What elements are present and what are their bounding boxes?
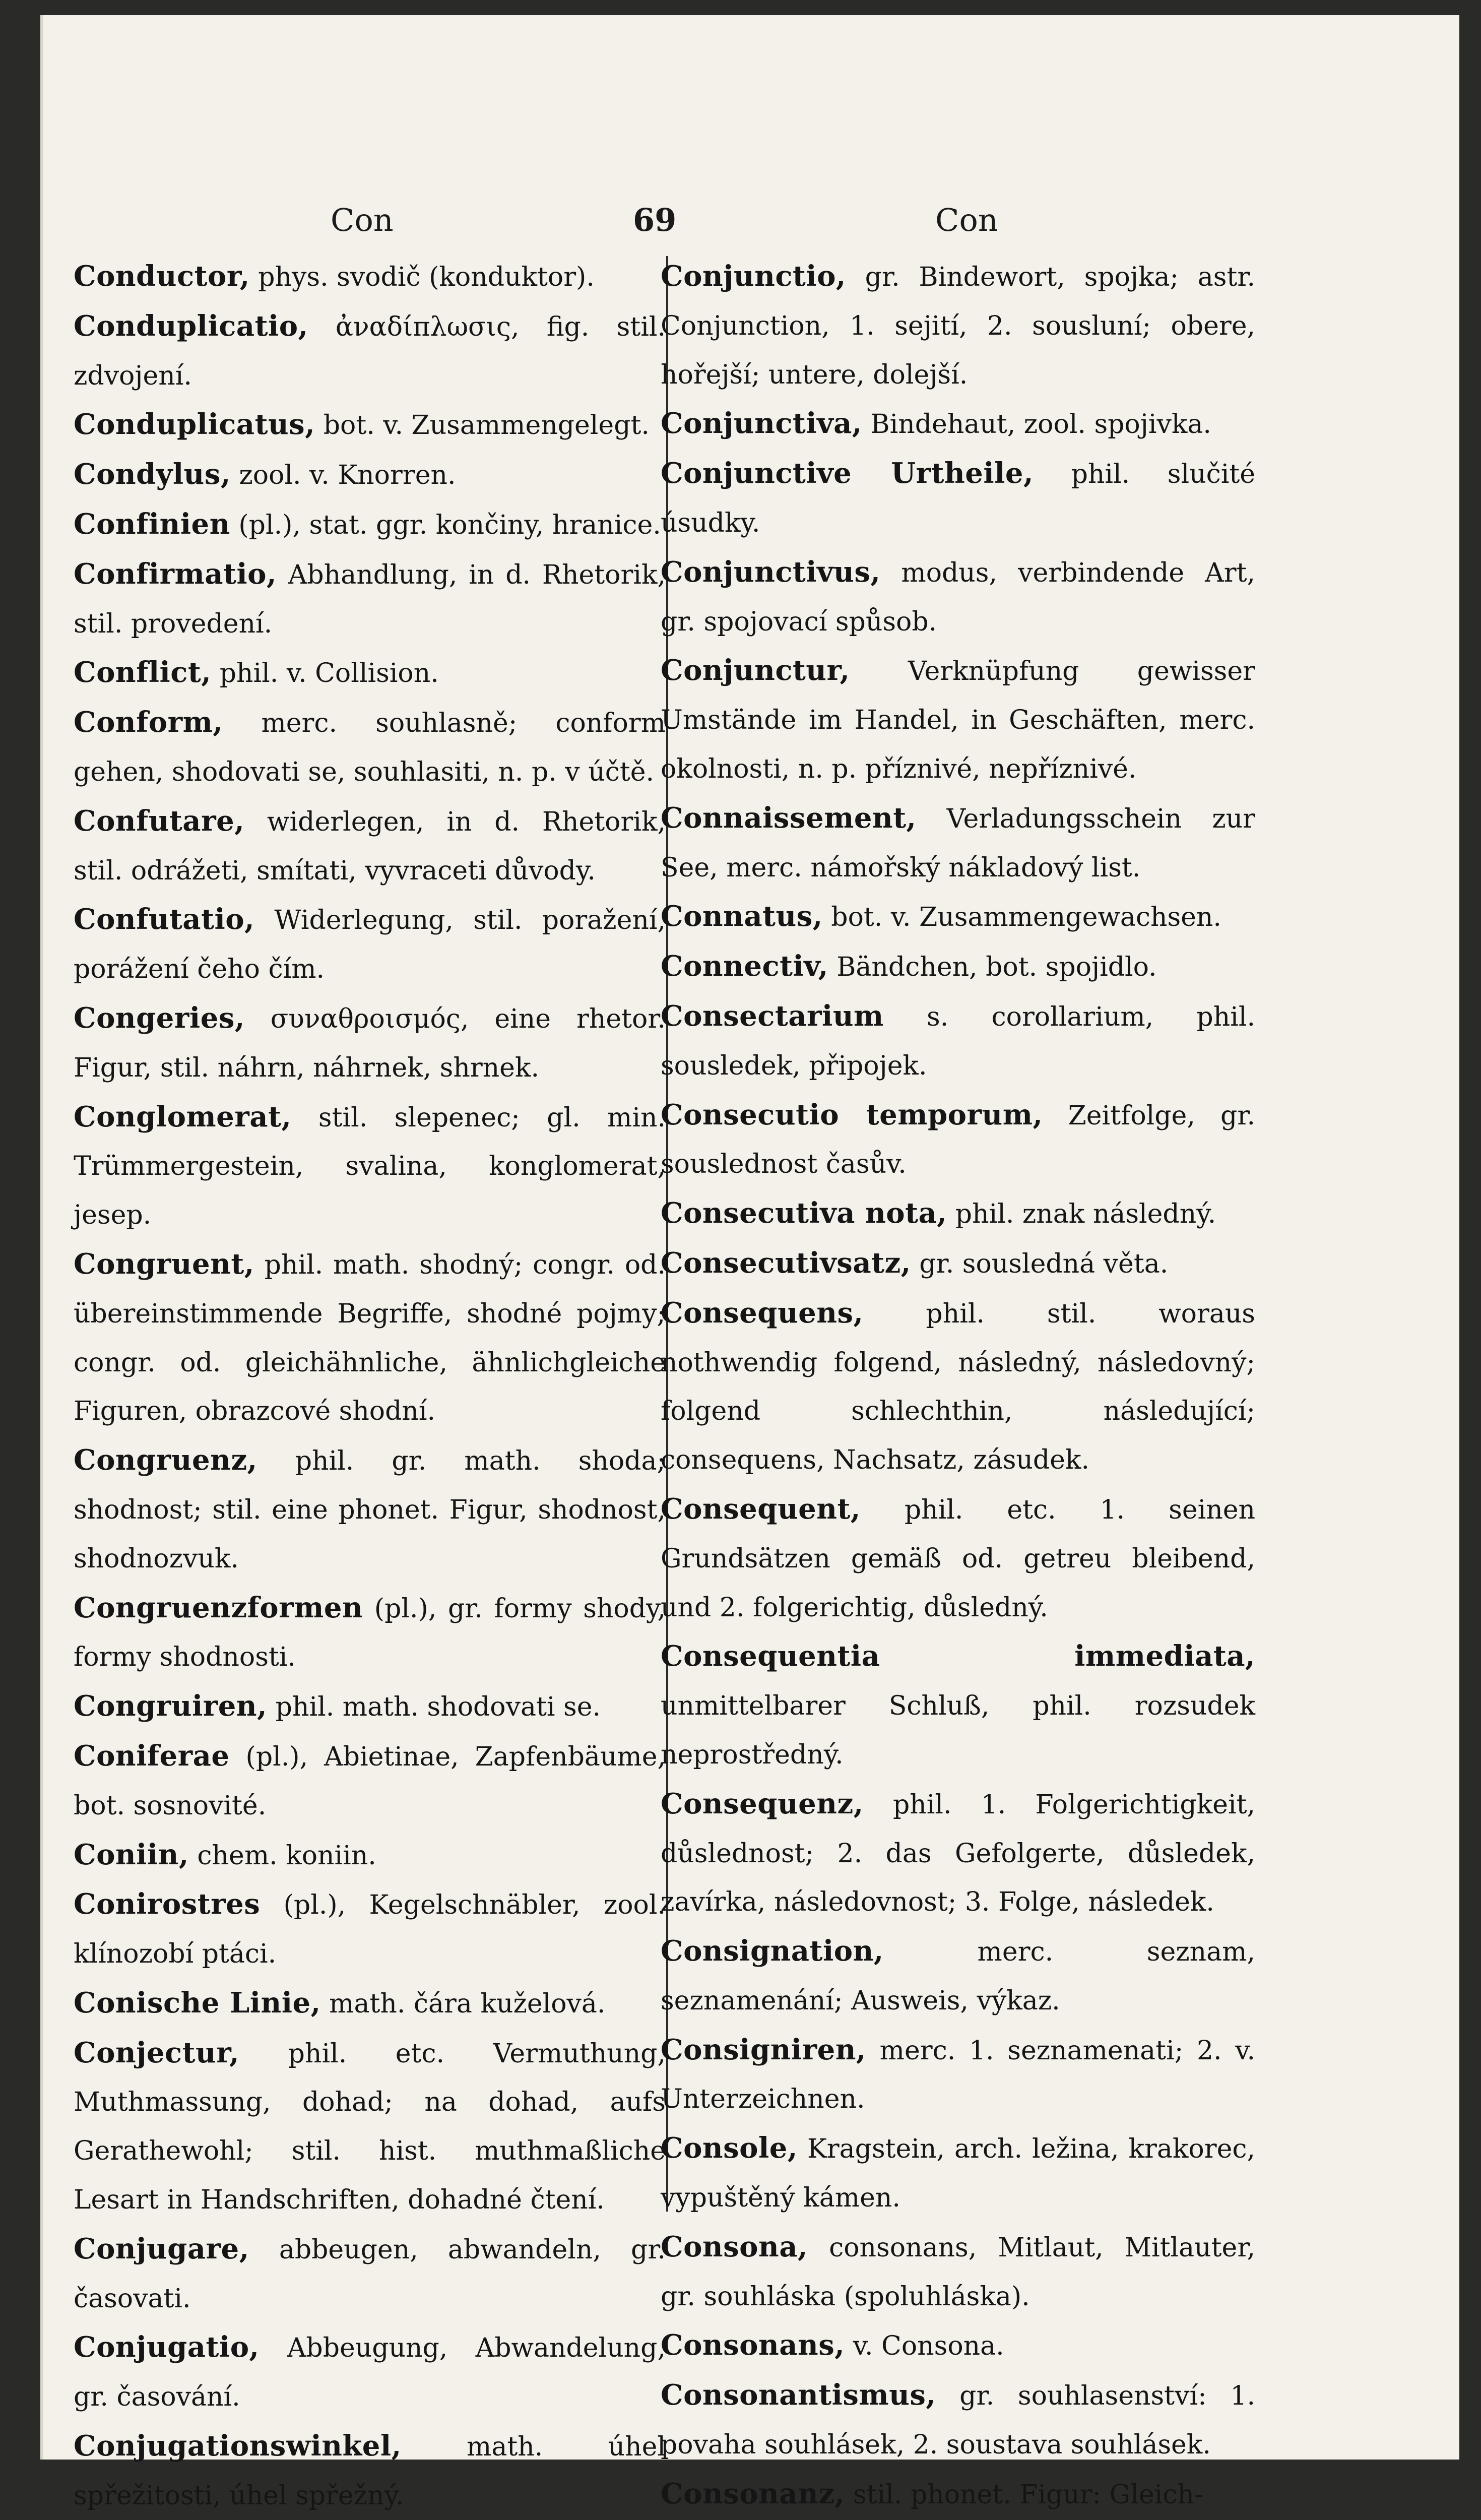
running-head-left: Con (331, 202, 394, 238)
entry (661, 2026, 1255, 2124)
entry (74, 1240, 666, 1436)
entry-headword: Consecutio temporum, (661, 1098, 1043, 1131)
running-head-right: Con (935, 202, 998, 238)
entry-headword: Conglomerat, (74, 1100, 292, 1133)
entry-definition: math. úhel spřežitosti, úhel spřežný. (74, 2432, 666, 2511)
entry-headword: Consigniren, (661, 2033, 866, 2066)
entry (74, 1831, 666, 1880)
entry (661, 646, 1255, 793)
entry-definition: phil. v. Collision. (211, 658, 439, 689)
entry (661, 548, 1255, 647)
entry (74, 1682, 666, 1732)
entry-headword: Conjunctivus, (661, 555, 881, 589)
entry-headword: Conflict, (74, 656, 212, 689)
entry-definition: phil. math. shodovati se. (267, 1692, 601, 1723)
entry-definition: phil. etc. Vermuthung, Muthmassung, dohad; na dohad, aufs Gerathewohl; stil. hist. muthmaßliche Lesart in Handschriften, dohadné čtení. (74, 2038, 666, 2216)
entry (74, 2029, 666, 2225)
entry-definition: συναθροισμός, eine rhetor. Figur, stil. náhrn, náhrnek, shrnek. (74, 1003, 666, 1083)
entry (661, 1189, 1255, 1239)
entry-definition: (pl.), stat. ggr. končiny, hranice. (230, 510, 661, 540)
entry (74, 1732, 666, 1831)
entry (74, 698, 666, 797)
entry (74, 550, 666, 649)
entry-definition: phil. etc. 1. seinen Grundsätzen gemäß od. getreu bleibend, und 2. folgerichtig, důsledný. (661, 1494, 1255, 1623)
entry-headword: Consonanz, (661, 2477, 845, 2510)
entry-definition: phil. slučité úsudky. (661, 459, 1255, 538)
entry (74, 1584, 666, 1682)
right-column (661, 252, 1255, 2519)
entry-headword: Consectarium (661, 999, 884, 1033)
entry (74, 648, 666, 698)
entry (74, 500, 666, 550)
entry-definition: bot. v. Zusammengelegt. (315, 410, 650, 441)
running-head (43, 202, 1459, 247)
entry-definition: abbeugen, abwandeln, gr. časovati. (74, 2234, 666, 2314)
entry-headword: Confirmatio, (74, 557, 277, 591)
entry-definition: Bindehaut, zool. spojivka. (862, 409, 1211, 440)
entry-headword: Conduplicatio, (74, 309, 308, 343)
entry-headword: Conjugatio, (74, 2330, 260, 2364)
entry (661, 2321, 1255, 2371)
page-number: 69 (633, 202, 677, 238)
entry-definition: phil. math. shodný; congr. od. übereinstimmende Begriffe, shodné pojmy; congr. od. gleichähnliche, ähnlichgleiche Figuren, obrazcové shodní. (74, 1249, 666, 1427)
entry-headword: Consonans, (661, 2328, 845, 2362)
entry (661, 252, 1255, 399)
entry (74, 2225, 666, 2323)
entry-headword: Conjunctur, (661, 654, 850, 687)
entry-headword: Conjunctio, (661, 260, 846, 293)
entry (661, 449, 1255, 548)
entry (74, 1436, 666, 1583)
entry-definition: s. corollarium, phil. sousledek, připojek. (661, 1001, 1255, 1081)
entry-definition: unmittelbarer Schluß, phil. rozsudek neprostředný. (661, 1691, 1255, 1770)
entry (74, 450, 666, 500)
entry-headword: Consequentia immediata, (661, 1640, 1255, 1673)
entry-definition: (pl.), Abietinae, Zapfenbäume, bot. sosnovité. (74, 1741, 666, 1821)
entry-definition: Verknüpfung gewisser Umstände im Handel, in Geschäften, merc. okolnosti, n. p. příznivé, nepříznivé. (661, 656, 1255, 784)
entry (661, 1632, 1255, 1779)
entry-definition: phys. svodič (konduktor). (249, 262, 595, 292)
entry-definition: Widerlegung, stil. poražení, porážení čeho čím. (74, 905, 666, 985)
entry-headword: Congruenzformen (74, 1591, 363, 1624)
entry (74, 400, 666, 450)
entry-definition: gr. souhlasenství: 1. povaha souhlásek, 2. soustava souhlásek. (661, 2381, 1255, 2461)
entry (661, 399, 1255, 449)
entry-headword: Conjunctiva, (661, 407, 862, 440)
entry-definition: Verladungsschein zur See, merc. námořský nákladový list. (661, 803, 1255, 883)
entry-headword: Confutatio, (74, 903, 255, 936)
entry-definition: bot. v. Zusammengewachsen. (822, 902, 1221, 933)
entry-headword: Conform, (74, 706, 223, 739)
entry-definition: (pl.), gr. formy shody, formy shodnosti. (74, 1593, 666, 1673)
entry-definition: merc. seznam, seznamenání; Ausweis, výkaz. (661, 1937, 1255, 2016)
entry-headword: Connatus, (661, 900, 823, 933)
entry (661, 1485, 1255, 1632)
entry-headword: Conjectur, (74, 2036, 240, 2069)
entry (661, 1927, 1255, 2026)
entry (74, 2422, 666, 2520)
entry (74, 2323, 666, 2422)
entry (661, 1289, 1255, 1485)
entry-definition: Abbeugung, Abwandelung, gr. časování. (74, 2333, 666, 2413)
entry-definition: merc. souhlasně; conform gehen, shodovati se, souhlasiti, n. p. v účtě. (74, 708, 666, 787)
entry-definition: consonans, Mitlaut, Mitlauter, gr. souhláska (spoluhláska). (661, 2232, 1255, 2312)
entry-definition: Bändchen, bot. spojidlo. (828, 952, 1157, 983)
entry (661, 892, 1255, 942)
entry-headword: Conische Linie, (74, 1986, 321, 2020)
entry-definition: phil. 1. Folgerichtigkeit, důslednost; 2. das Gefolgerte, důsledek, zavírka, následovnost; 3. Folge, následek. (661, 1789, 1255, 1918)
entry-headword: Consignation, (661, 1934, 884, 1968)
dictionary-page (40, 15, 1459, 2511)
entry-definition: Abhandlung, in d. Rhetorik, stil. provedení. (74, 559, 666, 639)
entry-headword: Conduplicatus, (74, 408, 315, 442)
entry-headword: Confinien (74, 507, 230, 541)
entry-definition: gr. sousledná věta. (911, 1248, 1169, 1279)
entry-headword: Condylus, (74, 458, 231, 491)
entry-definition: phil. stil. woraus nothwendig folgend, následný, následovný; folgend schlechthin, následující; consequens, Nachsatz, zásudek. (661, 1298, 1255, 1476)
entry-headword: Conductor, (74, 260, 250, 293)
entry (661, 1239, 1255, 1289)
entry-headword: Confutare, (74, 804, 245, 838)
entry-definition: Kragstein, arch. ležina, krakorec, vypuštěný kámen. (661, 2134, 1255, 2214)
entry (74, 252, 666, 302)
entry-headword: Conirostres (74, 1887, 261, 1921)
entry-definition: v. Consona. (845, 2331, 1004, 2362)
entry (74, 895, 666, 994)
left-column (74, 252, 666, 2520)
entry-headword: Coniferae (74, 1739, 230, 1773)
entry-definition: modus, verbindende Art, gr. spojovací spůsob. (661, 557, 1255, 637)
entry-definition: ἀναδίπλωσις, fig. stil. zdvojení. (74, 311, 666, 391)
entry-headword: Conjugationswinkel, (74, 2429, 402, 2463)
entry (74, 1979, 666, 2029)
entry-definition: (pl.), Kegelschnäbler, zool. klínozobí ptáci. (74, 1890, 666, 1970)
entry-headword: Congruenz, (74, 1443, 257, 1477)
entry-headword: Conjugare, (74, 2232, 249, 2265)
entry-definition: stil. phonet. Figur: Gleich- (845, 2479, 1203, 2510)
entry (74, 302, 666, 401)
entry (661, 992, 1255, 1091)
entry (661, 1780, 1255, 1927)
entry-headword: Consecutivsatz, (661, 1246, 911, 1280)
entry-definition: widerlegen, in d. Rhetorik, stil. odrážeti, smítati, vyvraceti důvody. (74, 806, 666, 886)
entry-headword: Conjunctive Urtheile, (661, 457, 1034, 490)
entry (74, 797, 666, 896)
entry (661, 942, 1255, 992)
entry-headword: Congruiren, (74, 1689, 268, 1723)
entry-definition: Zeitfolge, gr. souslednost časův. (661, 1100, 1255, 1180)
entry (661, 2470, 1255, 2519)
entry-headword: Consecutiva nota, (661, 1196, 947, 1230)
entry-definition: phil. gr. math. shoda; shodnost; stil. eine phonet. Figur, shodnost, shodnozvuk. (74, 1446, 666, 1574)
entry-definition: zool. v. Knorren. (230, 460, 456, 491)
entry-headword: Consequent, (661, 1492, 861, 1526)
entry-definition: gr. Bindewort, spojka; astr. Conjunction, 1. sejití, 2. sousluní; obere, hořejší; untere, dolejší. (661, 262, 1255, 390)
entry-definition: stil. slepenec; gl. min. Trümmergestein, svalina, konglomerat, jesep. (74, 1102, 666, 1231)
entry-headword: Consonantismus, (661, 2378, 936, 2412)
entry-headword: Console, (661, 2131, 798, 2165)
entry (661, 2223, 1255, 2321)
entry-definition: phil. znak následný. (947, 1199, 1216, 1230)
entry-headword: Connectiv, (661, 950, 828, 983)
entry-headword: Coniin, (74, 1838, 189, 1871)
entry-headword: Consequens, (661, 1296, 864, 1330)
entry-definition: math. čára kuželová. (320, 1988, 606, 2019)
entry-headword: Consequenz, (661, 1787, 864, 1820)
entry (74, 1093, 666, 1240)
entry-headword: Congruent, (74, 1247, 254, 1281)
entry (661, 2371, 1255, 2470)
entry-headword: Connaissement, (661, 801, 917, 835)
entry (661, 1091, 1255, 1189)
entry-headword: Congeries, (74, 1001, 245, 1035)
entry (74, 994, 666, 1093)
entry (74, 1880, 666, 1979)
entry (661, 794, 1255, 893)
entry-definition: chem. koniin. (188, 1840, 376, 1871)
entry-headword: Consona, (661, 2230, 808, 2263)
entry (661, 2124, 1255, 2223)
entry-definition: merc. 1. seznamenati; 2. v. Unterzeichnen. (661, 2035, 1255, 2115)
